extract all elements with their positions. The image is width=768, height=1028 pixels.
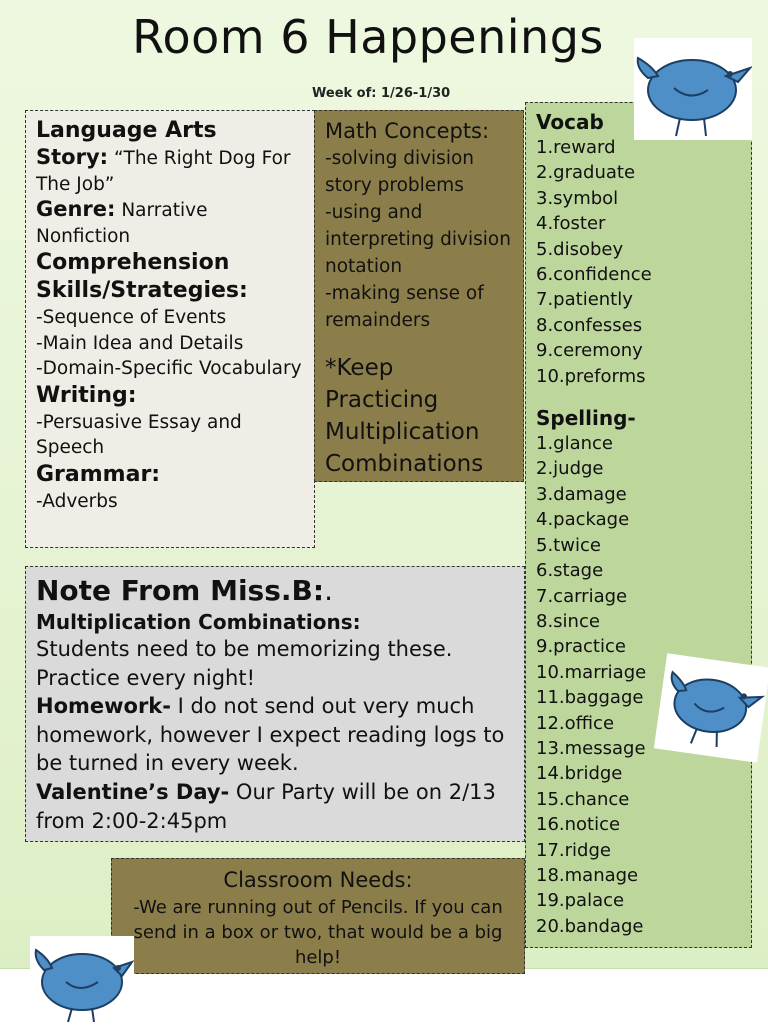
homework-row: [36, 692, 514, 778]
math-panel: [314, 110, 524, 482]
skill-item: -Sequence of Events: [36, 307, 227, 328]
writing-value: -Persuasive Essay and Speech: [36, 411, 242, 458]
grammar-value: -Adverbs: [36, 490, 118, 512]
valentine-text: Our Party will be on 2/13 from 2:00-2:45pm: [36, 779, 496, 833]
spelling-heading: Spelling-: [536, 406, 636, 431]
word-item: 10.preforms: [536, 365, 646, 387]
word-item: 19.palace: [536, 890, 625, 912]
story-value: “The Right Dog For The Job”: [36, 148, 291, 195]
story-row: [36, 145, 304, 197]
note-heading-suffix: .: [324, 574, 333, 607]
math-heading: Math Concepts:: [325, 119, 490, 143]
mult-label: Multiplication Combinations:: [36, 610, 361, 634]
word-item: 11.baggage: [536, 687, 644, 709]
genre-row: [36, 197, 304, 249]
writing-heading: Writing:: [36, 382, 137, 408]
needs-heading: Classroom Needs:: [223, 868, 413, 892]
math-item: -using and interpreting division notation: [325, 202, 511, 277]
word-item: 7.carriage: [536, 585, 628, 607]
word-item: 2.judge: [536, 458, 604, 480]
page-title: Room 6 Happenings: [132, 10, 604, 64]
bird-middle-right: [654, 653, 768, 763]
word-item: 18.manage: [536, 864, 639, 886]
word-item: 13.message: [536, 737, 646, 759]
bluebird-icon: [654, 653, 768, 763]
bird-bottom-left: [30, 936, 134, 1024]
word-item: 14.bridge: [536, 763, 623, 785]
word-item: 17.ridge: [536, 839, 611, 861]
word-item: 4.package: [536, 509, 630, 531]
word-item: 12.office: [536, 712, 615, 734]
skills-list: [36, 305, 304, 382]
word-item: 5.disobey: [536, 238, 624, 260]
bluebird-icon: [634, 38, 752, 140]
word-item: 7.patiently: [536, 289, 633, 311]
word-item: 3.damage: [536, 483, 627, 505]
genre-label: Genre:: [36, 197, 116, 221]
word-item: 5.twice: [536, 534, 601, 556]
vocab-heading: Vocab: [536, 110, 604, 134]
word-item: 9.ceremony: [536, 340, 643, 362]
bird-top-right: [634, 38, 752, 140]
word-item: 9.practice: [536, 636, 626, 658]
bluebird-icon: [30, 936, 134, 1024]
word-item: 15.chance: [536, 788, 630, 810]
note-heading: [36, 573, 514, 609]
comprehension-heading: Comprehension Skills/Strategies:: [36, 250, 248, 303]
word-item: 20.bandage: [536, 915, 644, 937]
math-reminder: *Keep Practicing Multiplication Combinations: [325, 355, 484, 477]
week-label: Week of: 1/26-1/30: [312, 86, 451, 101]
story-label: Story:: [36, 145, 109, 169]
math-item: -making sense of remainders: [325, 283, 484, 331]
mult-text: Students need to be memorizing these. Practice every night!: [36, 637, 453, 690]
word-item: 8.since: [536, 610, 600, 632]
vocab-list: [536, 135, 741, 389]
homework-label: Homework-: [36, 694, 171, 719]
word-item: 10.marriage: [536, 661, 647, 683]
homework-text: I do not send out very much homework, however I expect reading logs to be turned in every week.: [36, 694, 505, 776]
classroom-needs-panel: [111, 858, 525, 974]
skill-item: -Domain-Specific Vocabulary: [36, 358, 302, 379]
valentine-label: Valentine’s Day-: [36, 779, 230, 804]
word-item: 1.reward: [536, 137, 616, 158]
word-item: 4.foster: [536, 213, 606, 235]
note-panel: [25, 566, 525, 842]
note-heading-text: Note From Miss.B:: [36, 574, 325, 607]
skill-item: -Main Idea and Details: [36, 332, 244, 354]
vocab-spelling-panel: [525, 102, 752, 948]
grammar-heading: Grammar:: [36, 461, 161, 487]
language-arts-heading: Language Arts: [36, 118, 217, 143]
word-item: 2.graduate: [536, 162, 636, 184]
math-item: -solving division story problems: [325, 148, 475, 196]
valentine-row: [36, 778, 514, 835]
word-item: 8.confesses: [536, 314, 643, 336]
word-item: 6.confidence: [536, 264, 652, 286]
word-item: 1.glance: [536, 433, 614, 455]
word-item: 6.stage: [536, 560, 604, 582]
needs-text: -We are running out of Pencils. If you can send in a box or two, that would be a big help!: [133, 897, 503, 968]
language-arts-panel: [25, 110, 315, 548]
word-item: 3.symbol: [536, 187, 619, 209]
word-item: 16.notice: [536, 814, 621, 836]
genre-value: Narrative Nonfiction: [36, 200, 208, 247]
